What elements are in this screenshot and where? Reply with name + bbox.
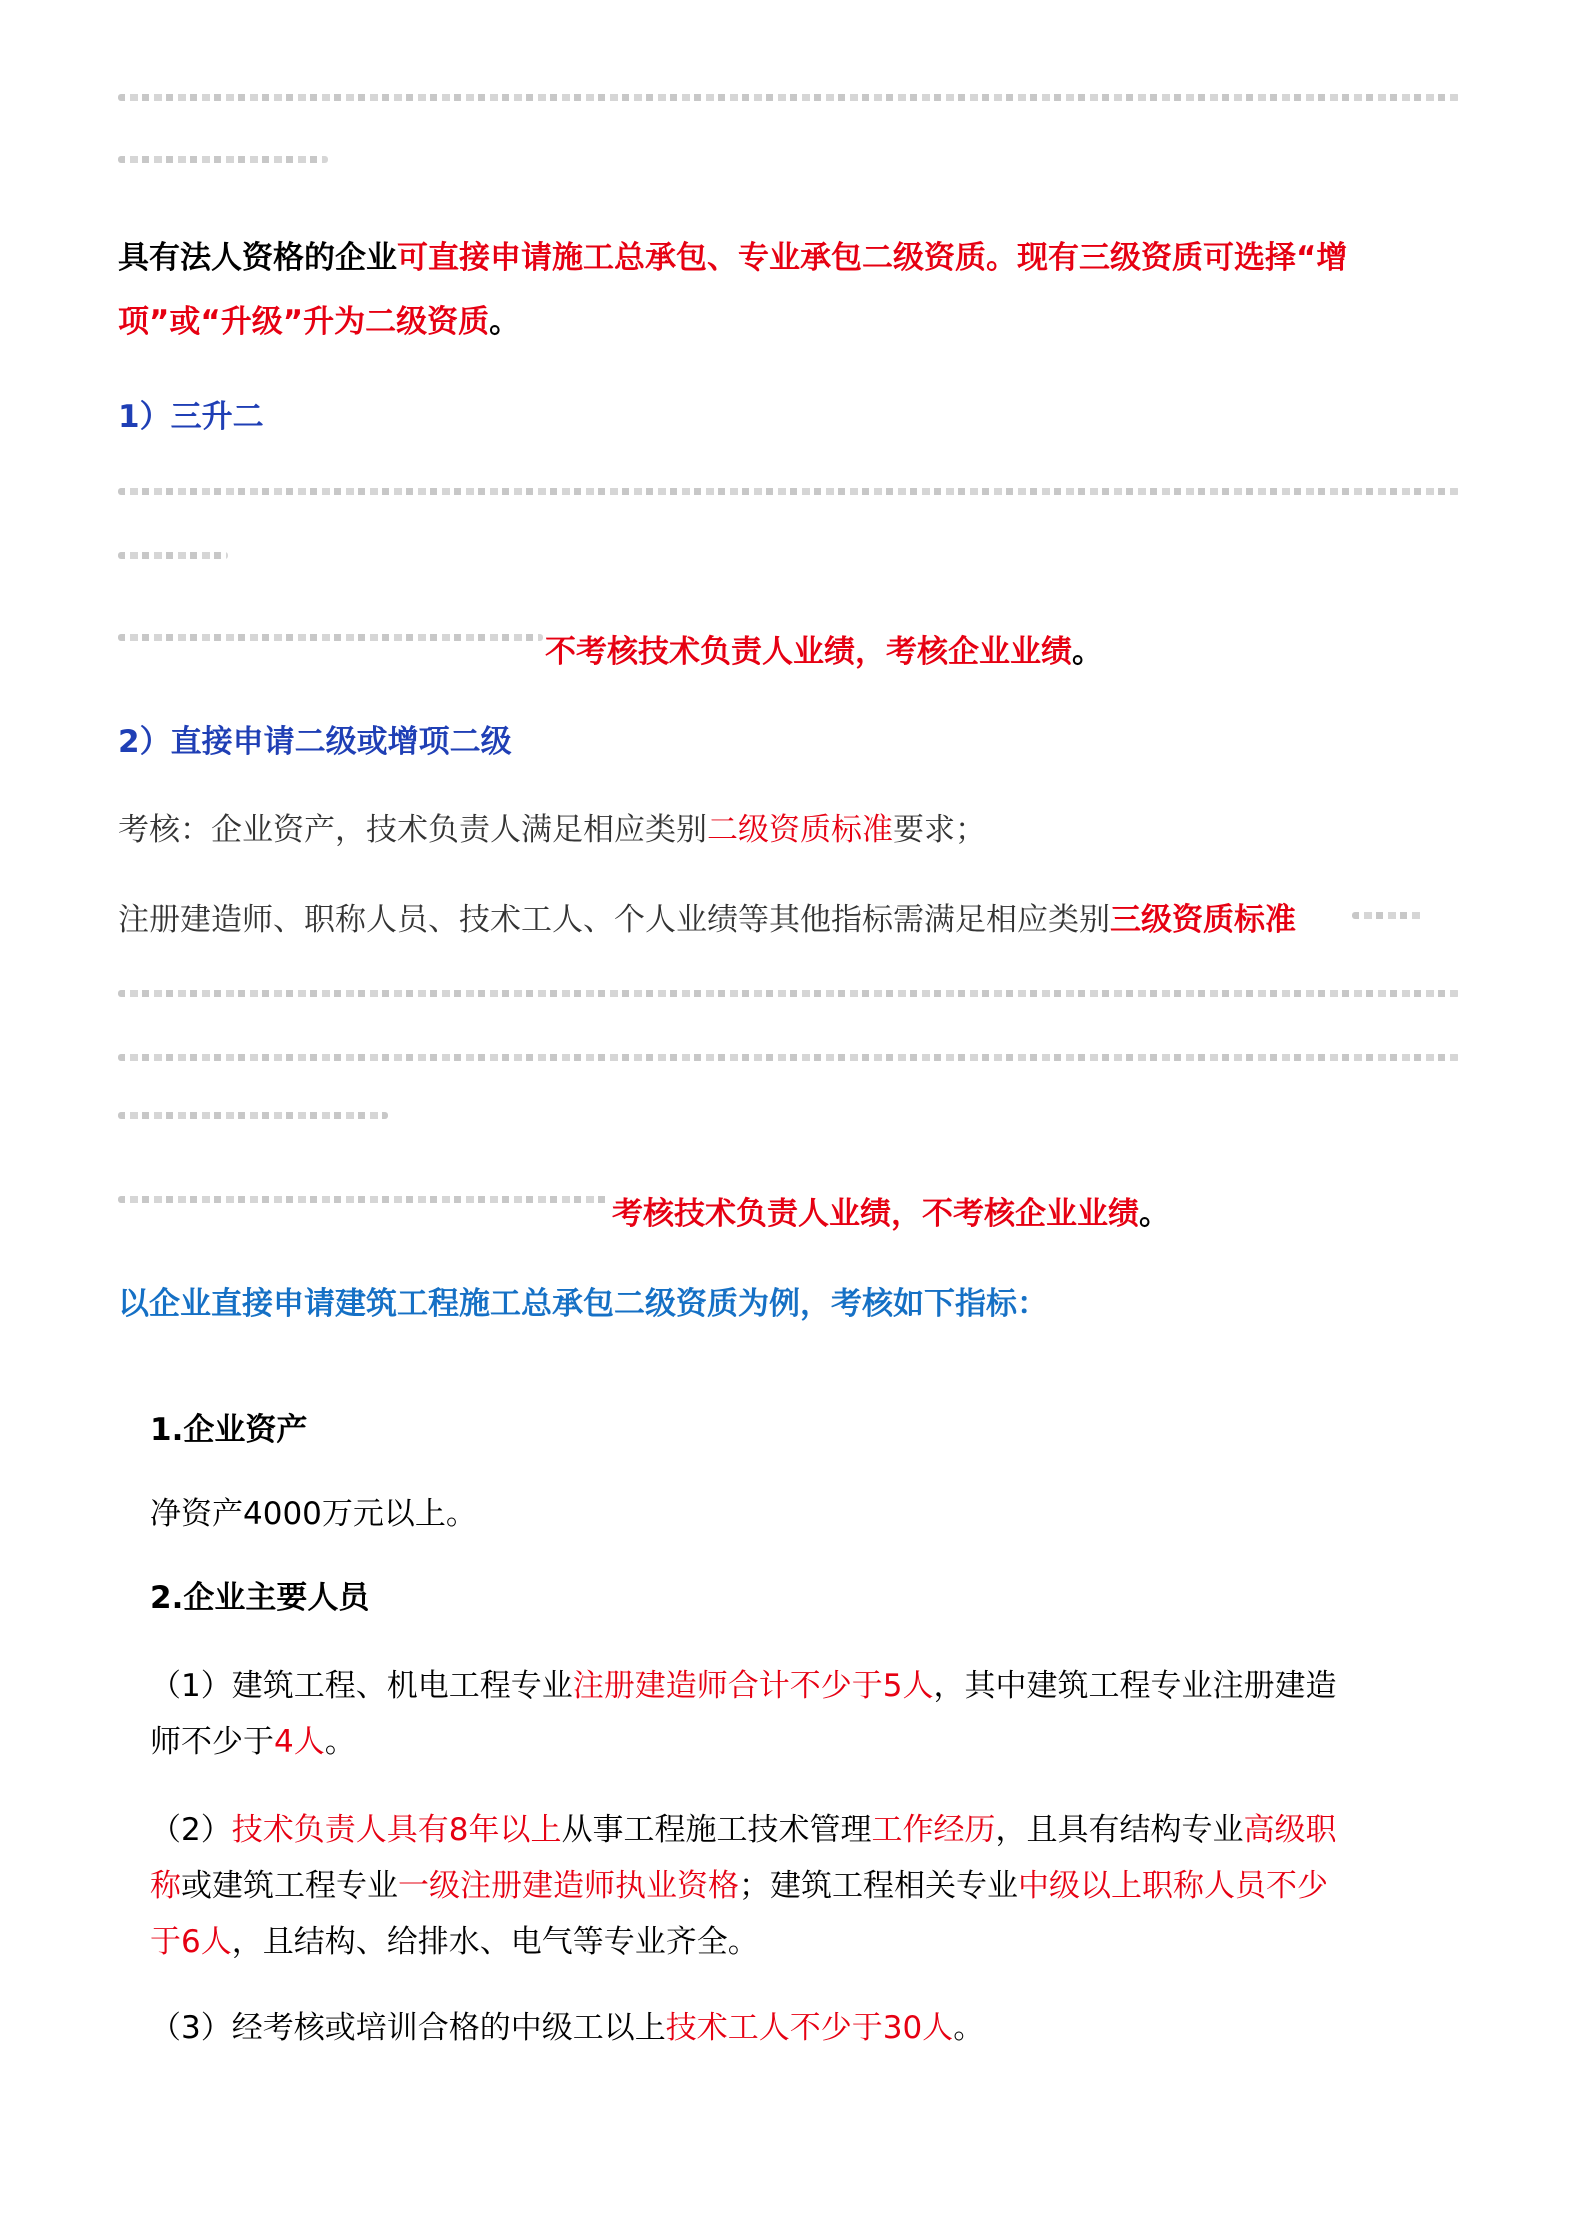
section2-result: 考核技术负责人业绩，不考核企业业绩。 bbox=[612, 1196, 1170, 1232]
item2-p2-line3: 于6人，且结构、给排水、电气等专业齐全。 bbox=[150, 1924, 759, 1960]
faded-text-line bbox=[118, 990, 1460, 997]
item1-text: 净资产4000万元以上。 bbox=[150, 1496, 477, 1532]
item2-p2-line1: （2）技术负责人具有8年以上从事工程施工技术管理工作经历，且具有结构专业高级职 bbox=[150, 1812, 1337, 1848]
faded-text-line bbox=[118, 1196, 610, 1203]
intro-heading-line1 bbox=[118, 236, 1347, 280]
intro-highlight-cont: 项”或“升级”升为二级资质 bbox=[118, 304, 490, 340]
section1-result: 不考核技术负责人业绩，考核企业业绩。 bbox=[545, 634, 1103, 670]
faded-text-line bbox=[118, 1112, 388, 1119]
item2-title: 2.企业主要人员 bbox=[150, 1580, 370, 1616]
section1-title: 1）三升二 bbox=[118, 399, 264, 435]
section2-line2: 注册建造师、职称人员、技术工人、个人业绩等其他指标需满足相应类别三级资质标准 bbox=[118, 902, 1296, 938]
section2-title: 2）直接申请二级或增项二级 bbox=[118, 724, 512, 760]
faded-text-line bbox=[118, 94, 1460, 101]
faded-text-line bbox=[118, 488, 1460, 495]
faded-text-line bbox=[118, 156, 328, 163]
intro-heading-line2: 项”或“升级”升为二级资质。 bbox=[118, 304, 521, 340]
item1-title: 1.企业资产 bbox=[150, 1412, 308, 1448]
faded-text-line bbox=[118, 634, 543, 641]
item2-p2-line2: 称或建筑工程专业一级注册建造师执业资格；建筑工程相关专业中级以上职称人员不少 bbox=[150, 1868, 1328, 1904]
section2-line1: 考核：企业资产，技术负责人满足相应类别二级资质标准要求； bbox=[118, 812, 986, 848]
item2-p1-line1: （1）建筑工程、机电工程专业注册建造师合计不少于5人，其中建筑工程专业注册建造 bbox=[150, 1668, 1337, 1704]
intro-subject: 具有法人资格的企业 bbox=[118, 240, 397, 276]
item2-p1-line2: 师不少于4人。 bbox=[150, 1724, 356, 1760]
faded-text-line bbox=[118, 552, 228, 559]
intro-highlight: 可直接申请施工总承包、专业承包二级资质。现有三级资质可选择“增 bbox=[397, 240, 1348, 276]
faded-text-line bbox=[118, 1054, 1460, 1061]
item2-p3: （3）经考核或培训合格的中级工以上技术工人不少于30人。 bbox=[150, 2010, 985, 2046]
faded-text-line bbox=[1352, 912, 1424, 919]
example-heading: 以企业直接申请建筑工程施工总承包二级资质为例，考核如下指标： bbox=[118, 1286, 1048, 1322]
